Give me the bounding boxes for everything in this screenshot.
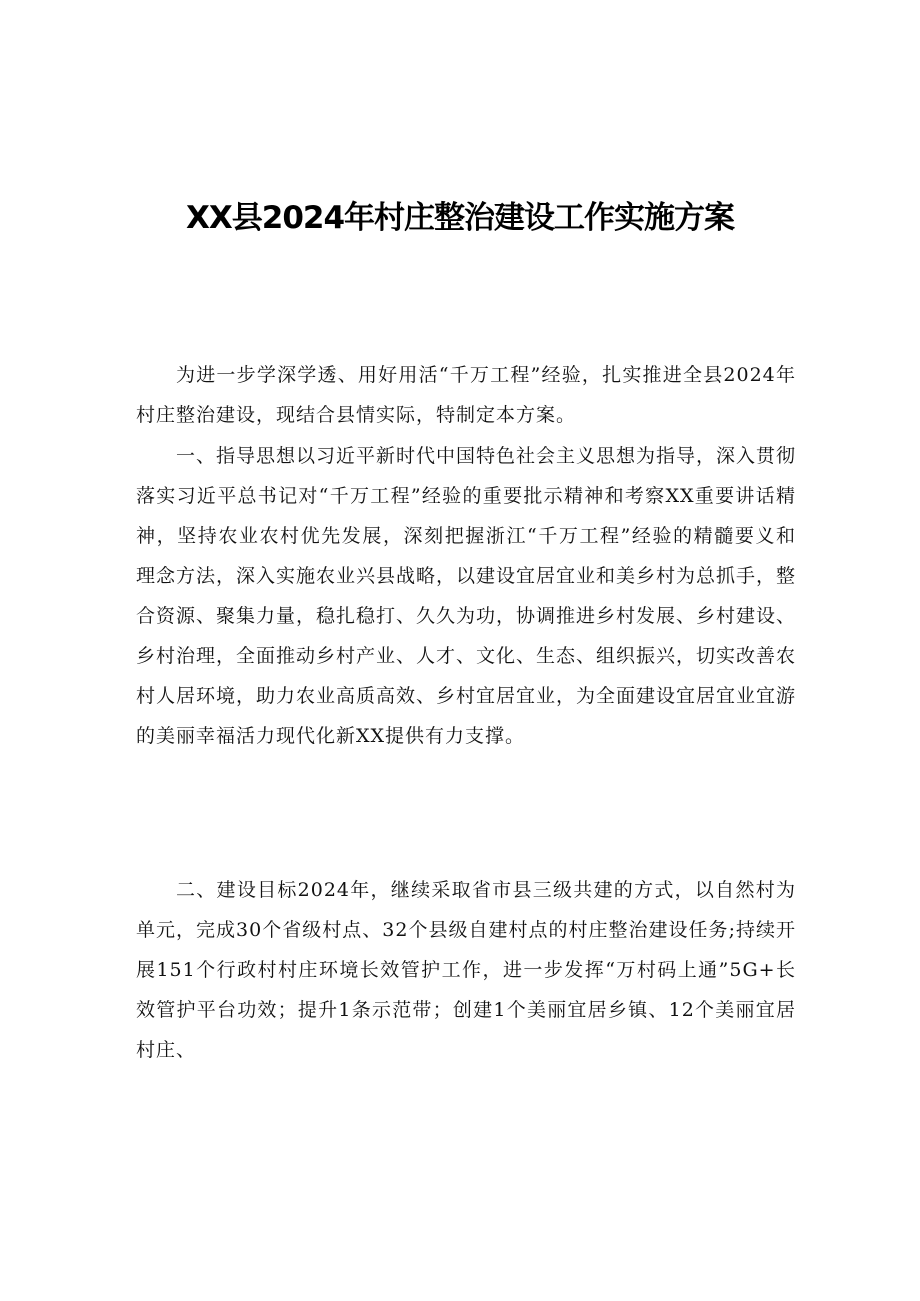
- paragraph-construction-goals: 二、建设目标2024年，继续采取省市县三级共建的方式，以自然村为单元，完成30个省级村点、32个县级自建村点的村庄整治建设任务;持续开展151个行政村村庄环境长效管护工作，进一步发挥“万村码上通”5G+长效管护平台功效；提升1条示范带；创建1个美丽宜居乡镇、12个美丽宜居村庄、: [136, 879, 796, 1061]
- document-title: XX县2024年村庄整治建设工作实施方案: [185, 200, 735, 236]
- paragraph-intro: 为进一步学深学透、用好用活“千万工程”经验，扎实推进全县2024年村庄整治建设，现结合县情实际，特制定本方案。: [136, 364, 796, 426]
- paragraph-guiding-ideology: 一、指导思想以习近平新时代中国特色社会主义思想为指导，深入贯彻落实习近平总书记对“千万工程”经验的重要批示精神和考察XX重要讲话精神，坚持农业农村优先发展，深刻把握浙江“千万工程”经验的精髓要义和理念方法，深入实施农业兴县战略，以建设宜居宜业和美乡村为总抓手，整合资源、聚集力量，稳扎稳打、久久为功，协调推进乡村发展、乡村建设、乡村治理，全面推动乡村产业、人才、文化、生态、组织振兴，切实改善农村人居环境，助力农业高质高效、乡村宜居宜业，为全面建设宜居宜业宜游的美丽幸福活力现代化新XX提供有力支撑。: [136, 445, 797, 747]
